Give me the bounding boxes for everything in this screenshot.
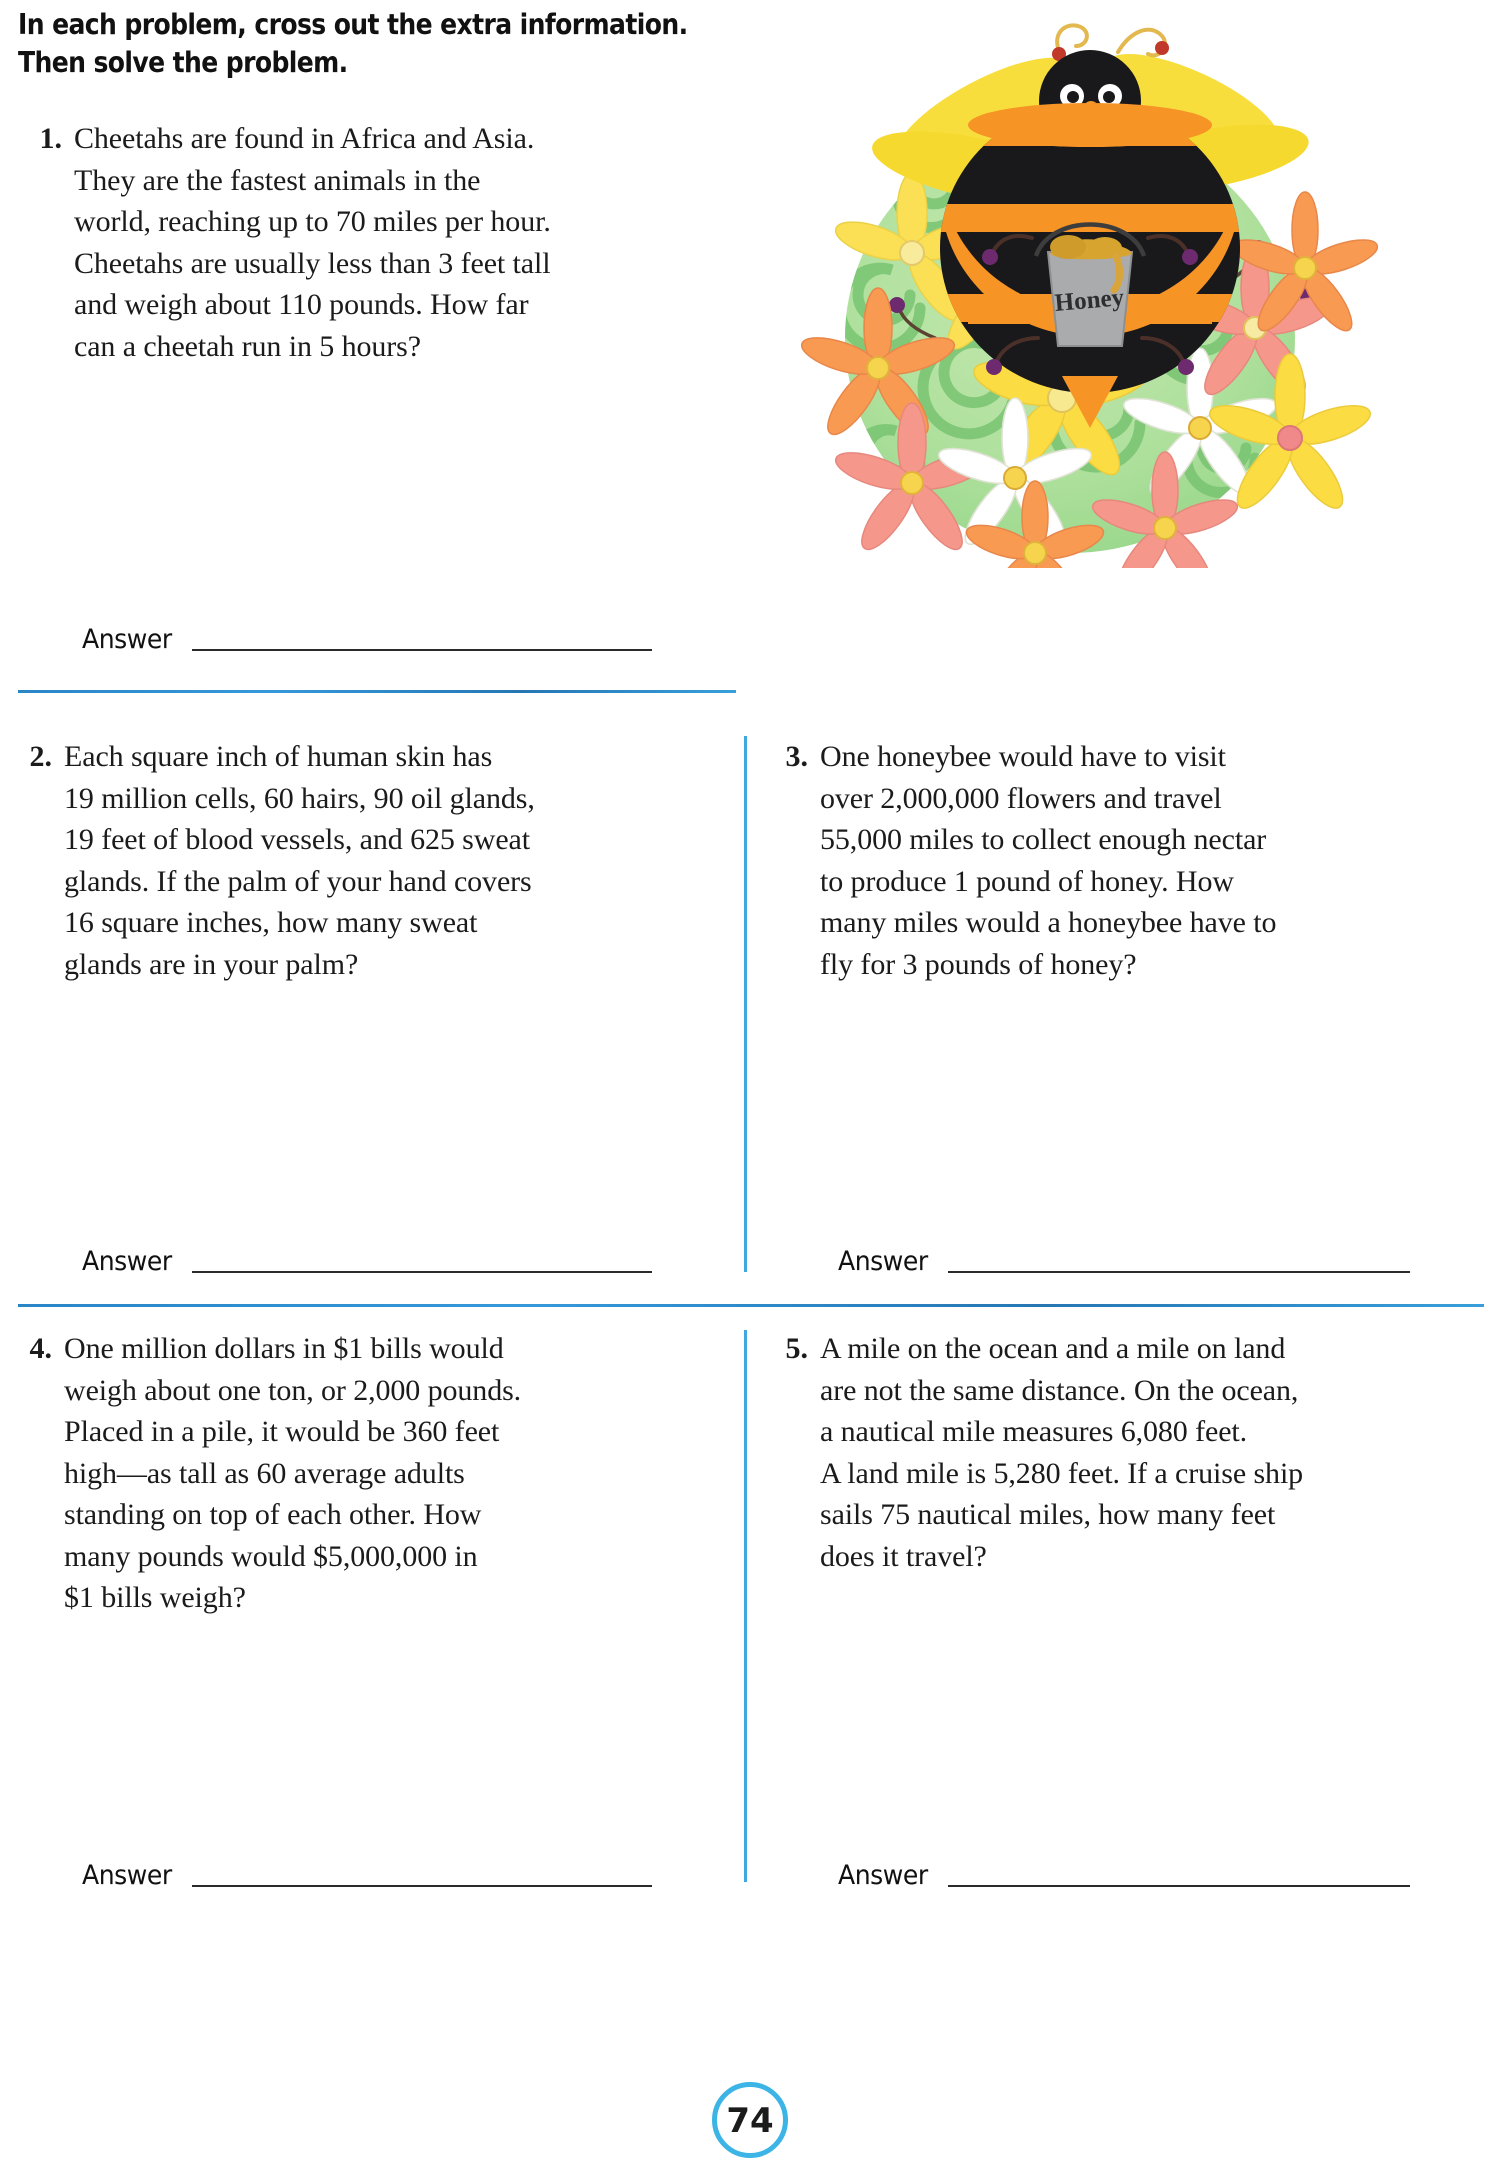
problem-3	[778, 736, 1488, 985]
problem-3-line-3: 55,000 miles to collect enough nectar	[820, 823, 1267, 857]
problem-2-text	[64, 736, 535, 985]
answer-row-4	[82, 1862, 652, 1891]
answer-blank-3[interactable]	[948, 1271, 1410, 1273]
answer-blank-2[interactable]	[192, 1271, 652, 1273]
problem-1-line-4: Cheetahs are usually less than 3 feet tall	[74, 246, 551, 280]
problem-1-line-6: can a cheetah run in 5 hours?	[74, 329, 421, 363]
problem-4-line-6: many pounds would $5,000,000 in	[64, 1539, 478, 1573]
problem-4-line-4: high—as tall as 60 average adults	[64, 1456, 465, 1490]
problem-4	[22, 1328, 722, 1619]
instruction-line-1: In each problem, cross out the extra information.	[18, 8, 688, 41]
answer-row-1	[82, 626, 652, 655]
problem-4-line-3: Placed in a pile, it would be 360 feet	[64, 1415, 500, 1449]
problem-3-line-4: to produce 1 pound of honey. How	[820, 864, 1234, 898]
problem-3-line-2: over 2,000,000 flowers and travel	[820, 781, 1222, 815]
problem-3-line-1: One honeybee would have to visit	[820, 740, 1226, 773]
problem-1-line-1: Cheetahs are found in Africa and Asia.	[74, 122, 535, 155]
problem-2	[22, 736, 722, 985]
column-divider-bottom	[744, 1330, 747, 1882]
honey-bucket-label: Honey	[1053, 284, 1126, 318]
problem-1-line-5: and weigh about 110 pounds. How far	[74, 288, 529, 322]
problem-5-text	[820, 1328, 1303, 1577]
answer-label-5: Answer	[838, 1860, 928, 1891]
problem-1	[32, 118, 732, 367]
problem-5-line-1: A mile on the ocean and a mile on land	[820, 1332, 1286, 1365]
answer-row-5	[838, 1862, 1410, 1891]
problem-1-line-3: world, reaching up to 70 miles per hour.	[74, 205, 551, 239]
problem-2-line-5: 16 square inches, how many sweat	[64, 906, 478, 940]
worksheet-instructions	[18, 6, 688, 82]
problem-2-number: 2.	[29, 740, 52, 773]
problem-2-line-4: glands. If the palm of your hand covers	[64, 864, 532, 898]
problem-4-line-1: One million dollars in $1 bills would	[64, 1332, 504, 1365]
problem-1-line-2: They are the fastest animals in the	[74, 163, 481, 197]
answer-blank-4[interactable]	[192, 1885, 652, 1887]
problem-5-line-3: a nautical mile measures 6,080 feet.	[820, 1415, 1248, 1449]
problem-3-number: 3.	[785, 740, 808, 773]
answer-label-4: Answer	[82, 1860, 172, 1891]
page-number-badge	[712, 2082, 788, 2158]
problem-2-line-3: 19 feet of blood vessels, and 625 sweat	[64, 823, 530, 857]
answer-label-2: Answer	[82, 1246, 172, 1277]
problem-2-line-6: glands are in your palm?	[64, 947, 359, 981]
answer-label-3: Answer	[838, 1246, 928, 1277]
answer-row-3	[838, 1248, 1410, 1277]
problem-5-line-5: sails 75 nautical miles, how many feet	[820, 1498, 1276, 1532]
section-divider-middle	[18, 1304, 1484, 1307]
problem-4-line-2: weigh about one ton, or 2,000 pounds.	[64, 1373, 522, 1407]
problem-4-number: 4.	[29, 1332, 52, 1365]
bee-illustration	[800, 8, 1380, 568]
problem-4-text	[64, 1328, 521, 1619]
problem-1-text	[74, 118, 551, 367]
problem-3-line-6: fly for 3 pounds of honey?	[820, 947, 1137, 981]
instruction-line-2: Then solve the problem.	[18, 45, 348, 79]
section-divider-top	[18, 690, 736, 693]
problem-1-number: 1.	[39, 122, 62, 155]
problem-3-text	[820, 736, 1276, 985]
answer-row-2	[82, 1248, 652, 1277]
problem-2-line-2: 19 million cells, 60 hairs, 90 oil glands,	[64, 781, 535, 815]
bee-antennae	[1057, 25, 1165, 56]
problem-5	[778, 1328, 1488, 1577]
problem-2-line-1: Each square inch of human skin has	[64, 740, 493, 773]
antenna-tip-right	[1155, 41, 1169, 55]
answer-label-1: Answer	[82, 624, 172, 655]
problem-4-line-5: standing on top of each other. How	[64, 1498, 482, 1532]
problem-3-line-5: many miles would a honeybee have to	[820, 906, 1277, 940]
problem-5-line-6: does it travel?	[820, 1539, 987, 1573]
page-number: 74	[726, 2101, 774, 2141]
problem-5-number: 5.	[785, 1332, 808, 1365]
problem-5-line-4: A land mile is 5,280 feet. If a cruise ship	[820, 1456, 1304, 1490]
answer-blank-5[interactable]	[948, 1885, 1410, 1887]
answer-blank-1[interactable]	[192, 649, 652, 651]
column-divider-top	[744, 736, 747, 1272]
problem-5-line-2: are not the same distance. On the ocean,	[820, 1373, 1299, 1407]
problem-4-line-7: $1 bills weigh?	[64, 1581, 246, 1615]
